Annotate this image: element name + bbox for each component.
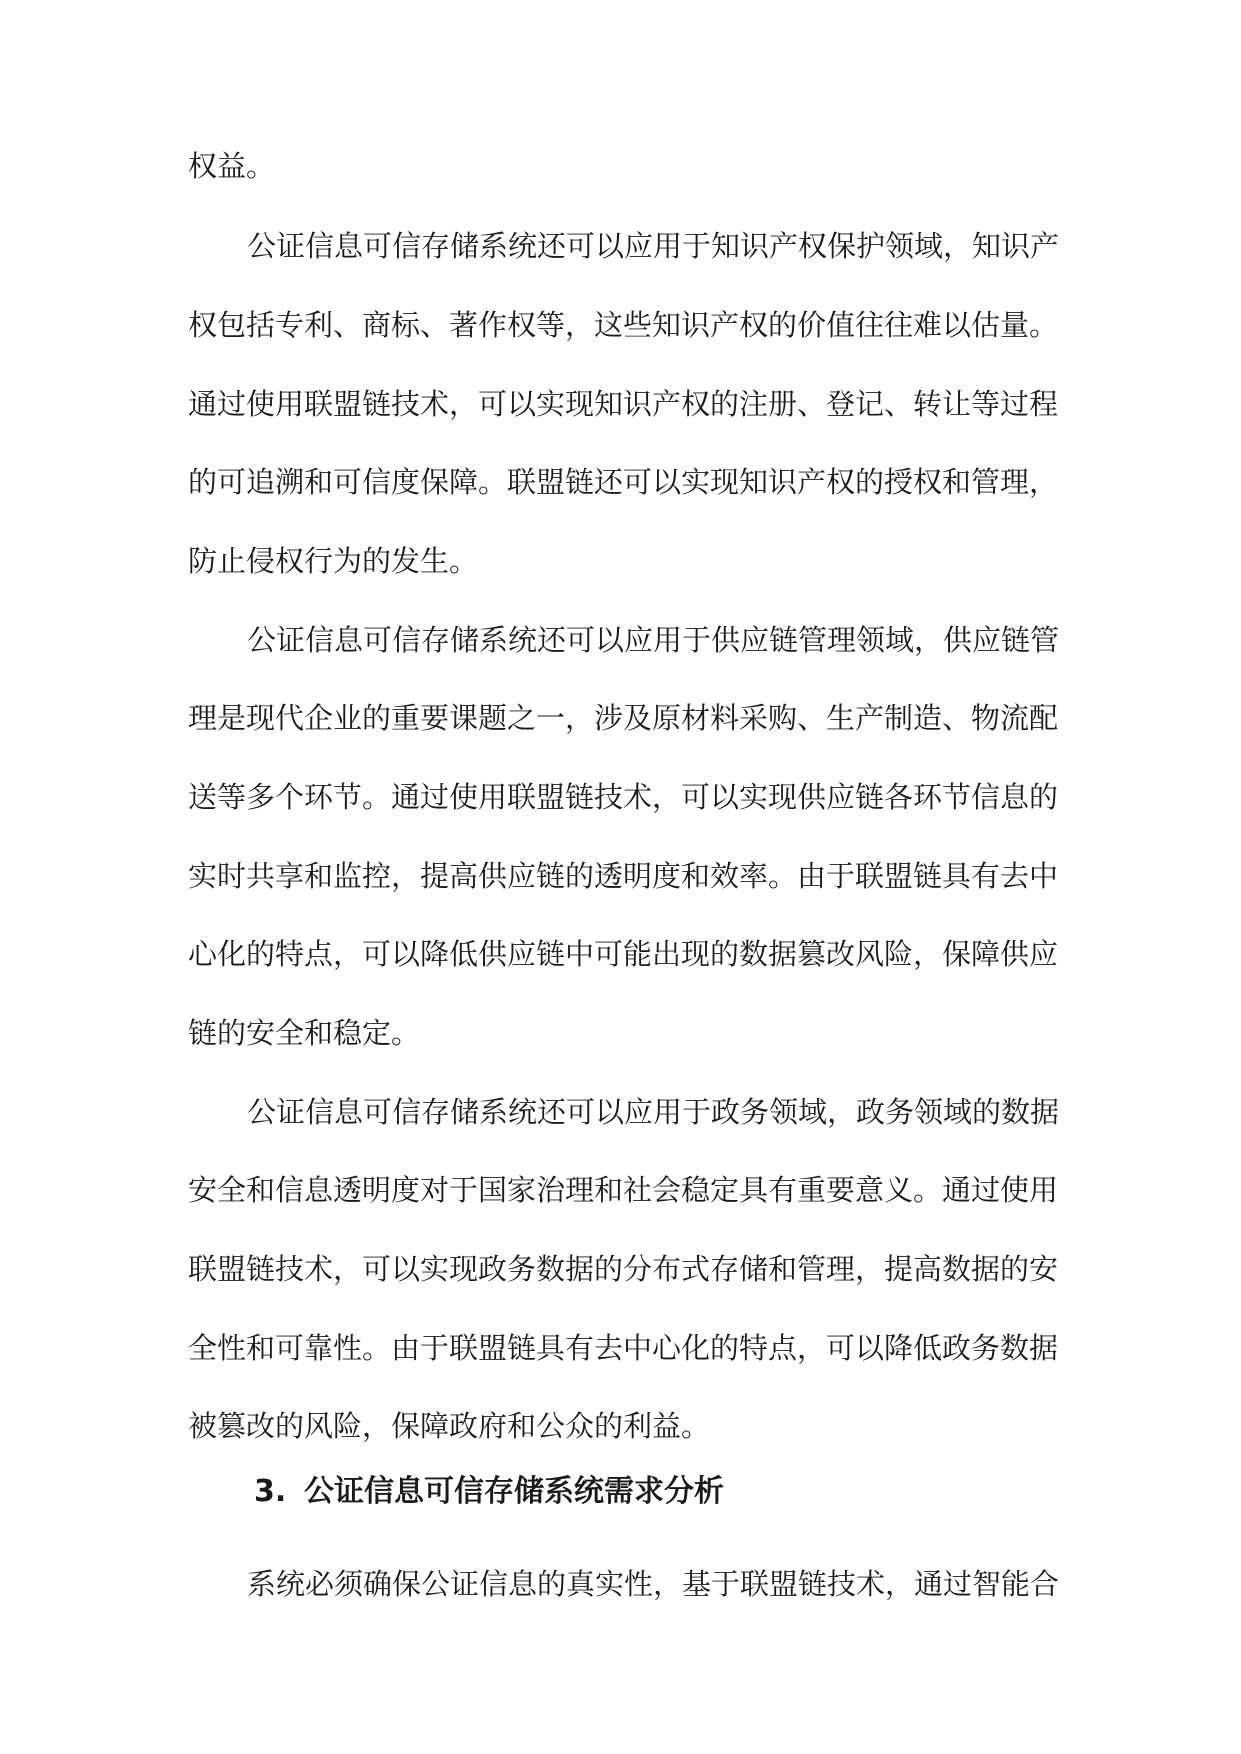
paragraph-line: 实时共享和监控，提高供应链的透明度和效率。由于联盟链具有去中 — [188, 859, 1059, 893]
paragraph-line: 理是现代企业的重要课题之一，涉及原材料采购、生产制造、物流配 — [188, 701, 1059, 735]
paragraph-line: 防止侵权行为的发生。 — [188, 544, 479, 578]
paragraph-line: 联盟链技术，可以实现政务数据的分布式存储和管理，提高数据的安 — [188, 1252, 1059, 1286]
paragraph-line: 权益。 — [188, 149, 276, 183]
paragraph-line: 安全和信息透明度对于国家治理和社会稳定具有重要意义。通过使用 — [188, 1173, 1059, 1207]
paragraph-line: 的可追溯和可信度保障。联盟链还可以实现知识产权的授权和管理， — [188, 465, 1059, 499]
paragraph-line: 权包括专利、商标、著作权等，这些知识产权的价值往往难以估量。 — [188, 308, 1059, 342]
paragraph-line: 系统必须确保公证信息的真实性，基于联盟链技术，通过智能合 — [247, 1567, 1060, 1601]
paragraph-line: 公证信息可信存储系统还可以应用于知识产权保护领域，知识产 — [247, 229, 1060, 263]
paragraph-line: 通过使用联盟链技术，可以实现知识产权的注册、登记、转让等过程 — [188, 387, 1059, 421]
section-heading — [254, 1472, 724, 1512]
section-number: 3. — [254, 1474, 287, 1509]
paragraph-line: 全性和可靠性。由于联盟链具有去中心化的特点，可以降低政务数据 — [188, 1331, 1059, 1365]
paragraph-line: 链的安全和稳定。 — [188, 1016, 421, 1050]
paragraph-line: 送等多个环节。通过使用联盟链技术，可以实现供应链各环节信息的 — [188, 780, 1059, 814]
paragraph-line: 被篡改的风险，保障政府和公众的利益。 — [188, 1409, 711, 1443]
section-title: 公证信息可信存储系统需求分析 — [304, 1474, 724, 1509]
paragraph-line: 公证信息可信存储系统还可以应用于供应链管理领域，供应链管 — [247, 623, 1060, 657]
paragraph-line: 心化的特点，可以降低供应链中可能出现的数据篡改风险，保障供应 — [188, 937, 1059, 971]
paragraph-line: 公证信息可信存储系统还可以应用于政务领域，政务领域的数据 — [247, 1095, 1060, 1129]
